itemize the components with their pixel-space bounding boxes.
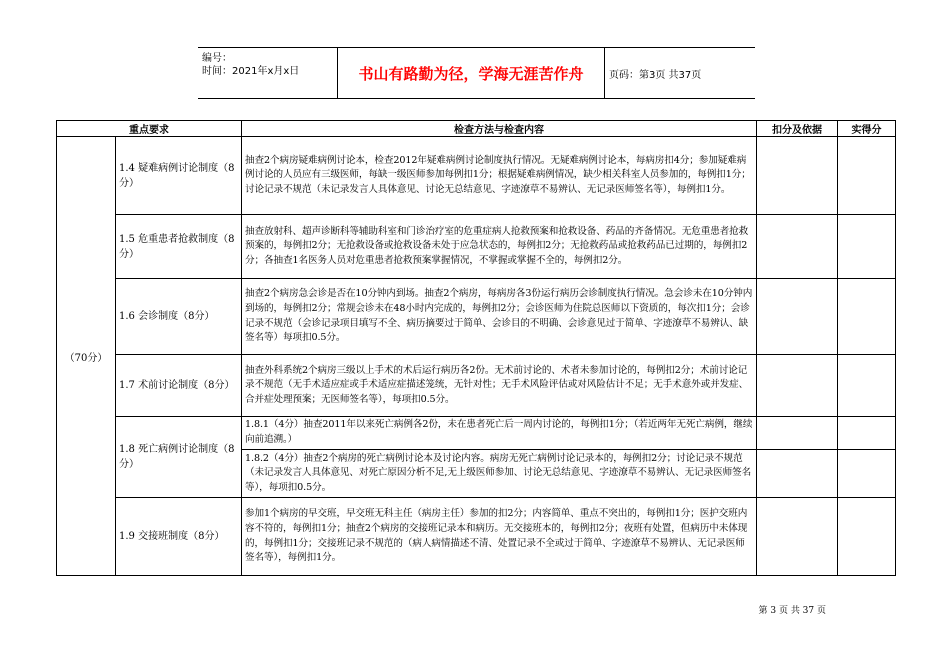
group-score: （70分） [57, 137, 116, 576]
page-label: 页码：第3页 共37页 [609, 69, 702, 81]
requirement-cell: 1.7 术前讨论制度（8分） [116, 355, 242, 417]
deduction-cell[interactable] [757, 355, 838, 417]
table-row [57, 215, 896, 279]
content-cell: 1.8.1（4分）抽查2011年以来死亡病例各2份，未在患者死亡后一周内讨论的，每例扣1分；（若近两年无死亡病例，继续向前追溯。） [242, 417, 757, 450]
requirement-cell: 1.8 死亡病例讨论制度（8分） [116, 417, 242, 498]
deduction-cell[interactable] [757, 498, 838, 576]
content-cell: 1.8.2（4分）抽查2个病房的死亡病例讨论本及讨论内容。病房无死亡病例讨论记录本的，每例扣2分；讨论记录不规范（未记录发言人具体意见、对死亡原因分析不足,无上级医师参加、讨论无总结意见、字迹潦草不易辨认、无记录医师签名等），每项扣0.5分。 [242, 450, 757, 498]
table-row [57, 417, 896, 450]
content-cell: 抽查2个病房疑难病例讨论本，检查2012年疑难病例讨论制度执行情况。无疑难病例讨论本，每病房扣4分；参加疑难病例讨论的人员应有三级医师，每缺一级医师参加每例扣1分；根据疑难病例情况，缺少相关科室人员参加的，每例扣1分；讨论记录不规范（未记录发言人具体意见、讨论无总结意见、字迹潦草不易辨认、无记录医师签名等），每例扣1分。 [242, 137, 757, 215]
requirement-cell: 1.5 危重患者抢救制度（8分） [116, 215, 242, 279]
content-cell: 抽查2个病房急会诊是否在10分钟内到场。抽查2个病房，每病房各3份运行病历会诊制度执行情况。急会诊未在10分钟内到场的，每例扣2分；常规会诊未在48小时内完成的，每例扣2分；会诊医师为住院总医师以下资质的，每次扣1分；会诊记录不规范（会诊记录项目填写不全、病历摘要过于简单、会诊目的不明确、会诊意见过于简单、字迹潦草不易辨认、缺签名等）每项扣0.5分。 [242, 279, 757, 355]
time-label: 时间：2021年x月x日 [202, 66, 300, 77]
score-cell[interactable] [838, 279, 896, 355]
table-header-row [57, 121, 896, 137]
deduction-cell[interactable] [757, 137, 838, 215]
requirement-cell: 1.6 会诊制度（8分） [116, 279, 242, 355]
motto-text: 书山有路勤为径，学海无涯苦作舟 [338, 48, 605, 98]
score-cell[interactable] [838, 450, 896, 498]
score-cell[interactable] [838, 137, 896, 215]
table-row [57, 137, 896, 215]
score-cell[interactable] [838, 498, 896, 576]
requirement-cell: 1.4 疑难病例讨论制度（8分） [116, 137, 242, 215]
number-label: 编号： [202, 53, 232, 64]
deduction-cell[interactable] [757, 279, 838, 355]
table-row [57, 279, 896, 355]
document-header [198, 47, 755, 99]
header-info-cell [198, 48, 338, 98]
score-cell[interactable] [838, 355, 896, 417]
deduction-cell[interactable] [757, 215, 838, 279]
column-header-deduction: 扣分及依据 [757, 121, 838, 137]
deduction-cell[interactable] [757, 417, 838, 450]
score-cell[interactable] [838, 215, 896, 279]
inspection-table [56, 120, 896, 576]
page-footer: 第 3 页 共 37 页 [758, 606, 826, 616]
column-header-method: 检查方法与检查内容 [242, 121, 757, 137]
column-header-score: 实得分 [838, 121, 896, 137]
table-row [57, 498, 896, 576]
score-cell[interactable] [838, 417, 896, 450]
content-cell: 抽查外科系统2个病房三级以上手术的术后运行病历各2份。无术前讨论的、术者未参加讨论的，每例扣2分；术前讨论记录不规范（无手术适应症或手术适应症描述笼统，无针对性；无手术风险评估或对风险估计不足；无手术意外或并发症、合并症处理预案；无医师签名等），每项扣0.5分。 [242, 355, 757, 417]
deduction-cell[interactable] [757, 450, 838, 498]
content-cell: 参加1个病房的早交班，早交班无科主任（病房主任）参加的扣2分；内容简单、重点不突出的，每例扣1分；医护交班内容不符的，每例扣1分；抽查2个病房的交接班记录本和病历。无交接班本的，每例扣2分；夜班有处置，但病历中未体现的，每例扣1分；交接班记录不规范的（病人病情描述不清、处置记录不全或过于简单、字迹潦草不易辨认、无记录医师签名等），每例扣1分。 [242, 498, 757, 576]
table-row [57, 355, 896, 417]
column-header-requirement: 重点要求 [57, 121, 242, 137]
requirement-cell: 1.9 交接班制度（8分） [116, 498, 242, 576]
content-cell: 抽查放射科、超声诊断科等辅助科室和门诊治疗室的危重症病人抢救预案和抢救设备、药品的齐备情况。无危重患者抢救预案的，每例扣2分；无抢救设备或抢救设备未处于应急状态的，每例扣2分；无抢救药品或抢救药品已过期的，每例扣2分；各抽查1名医务人员对危重患者抢救预案掌握情况，不掌握或掌握不全的，每例扣2分。 [242, 215, 757, 279]
